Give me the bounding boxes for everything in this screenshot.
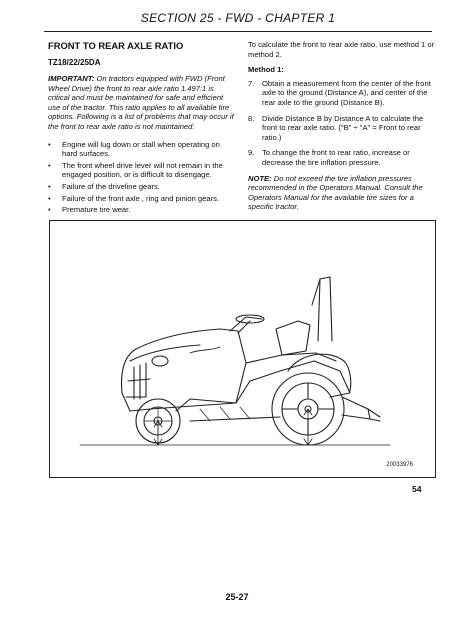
bullet-icon: • (48, 160, 51, 170)
step-number: 8. (248, 113, 255, 123)
list-item-text: Failure of the front axle , ring and pinion gears. (62, 193, 220, 203)
list-item (48, 161, 236, 180)
intro-paragraph: To calculate the front to rear axle ratio, use method 1 or method 2. (248, 40, 435, 59)
step-text: Divide Distance B by Distance A to calculate the front to rear axle ratio. ("B" ÷ "A" = Front to rear ratio.) (262, 113, 424, 142)
problem-list (48, 140, 236, 215)
list-item-text: Premature tire wear. (62, 205, 131, 215)
model-subheading: TZ18/22/25DA (48, 58, 101, 67)
step-text: To change the front to rear ratio, increase or decrease the tire inflation pressure. (262, 148, 410, 167)
list-item (48, 182, 236, 192)
step-number: 9. (248, 148, 255, 158)
list-item-text: Engine will lug down or stall when operating on hard surfaces. (62, 139, 220, 159)
figure-id: 20033976 (386, 462, 413, 468)
note-text: Do not exceed the tire inflation pressures recommended in the Operators Manual. Consult the Operators Manual for the available tire sizes for a specific tractor. (248, 173, 423, 212)
step-list (248, 79, 436, 168)
step-text: Obtain a measurement from the center of the front axle to the ground (Distance A), and center of the rear axle to the ground (Distance B). (262, 78, 431, 107)
figure-number: 54 (412, 484, 422, 494)
list-item (48, 140, 236, 159)
step-number: 7. (248, 78, 255, 88)
list-item-text: Failure of the driveline gears. (62, 181, 160, 191)
right-column (248, 40, 436, 212)
tractor-illustration (50, 221, 435, 477)
bullet-icon: • (48, 181, 51, 191)
section-heading: FRONT TO REAR AXLE RATIO (48, 40, 184, 51)
list-item (48, 205, 236, 215)
bullet-icon: • (48, 139, 51, 149)
page-number: 25-27 (225, 592, 249, 602)
tractor-figure (49, 220, 436, 478)
note-paragraph (248, 174, 436, 212)
list-item-text: The front wheel drive lever will not remain in the engaged position, or is difficult to disengage. (62, 160, 223, 180)
important-paragraph (48, 74, 236, 132)
important-label: IMPORTANT: (48, 74, 95, 83)
method-label: Method 1: (248, 65, 284, 75)
header-divider (44, 31, 432, 32)
section-header: SECTION 25 - FWD - CHAPTER 1 (140, 11, 336, 25)
list-item (48, 194, 236, 204)
step-item (248, 148, 436, 167)
bullet-icon: • (48, 193, 51, 203)
note-label: NOTE: (248, 173, 272, 183)
left-column (48, 40, 236, 217)
important-text: On tractors equipped with FWD (Front Wheel Drive) the front to rear axle ratio 1.497:1 is critical and must be maintained for safe and efficient use of the tractor. This ratio applies to all available tire options. Following is a list of problems that may occur if the front to rear axle ratio is not maintained: (48, 74, 234, 131)
bullet-icon: • (48, 205, 51, 215)
step-item (248, 79, 436, 108)
step-item (248, 114, 436, 143)
